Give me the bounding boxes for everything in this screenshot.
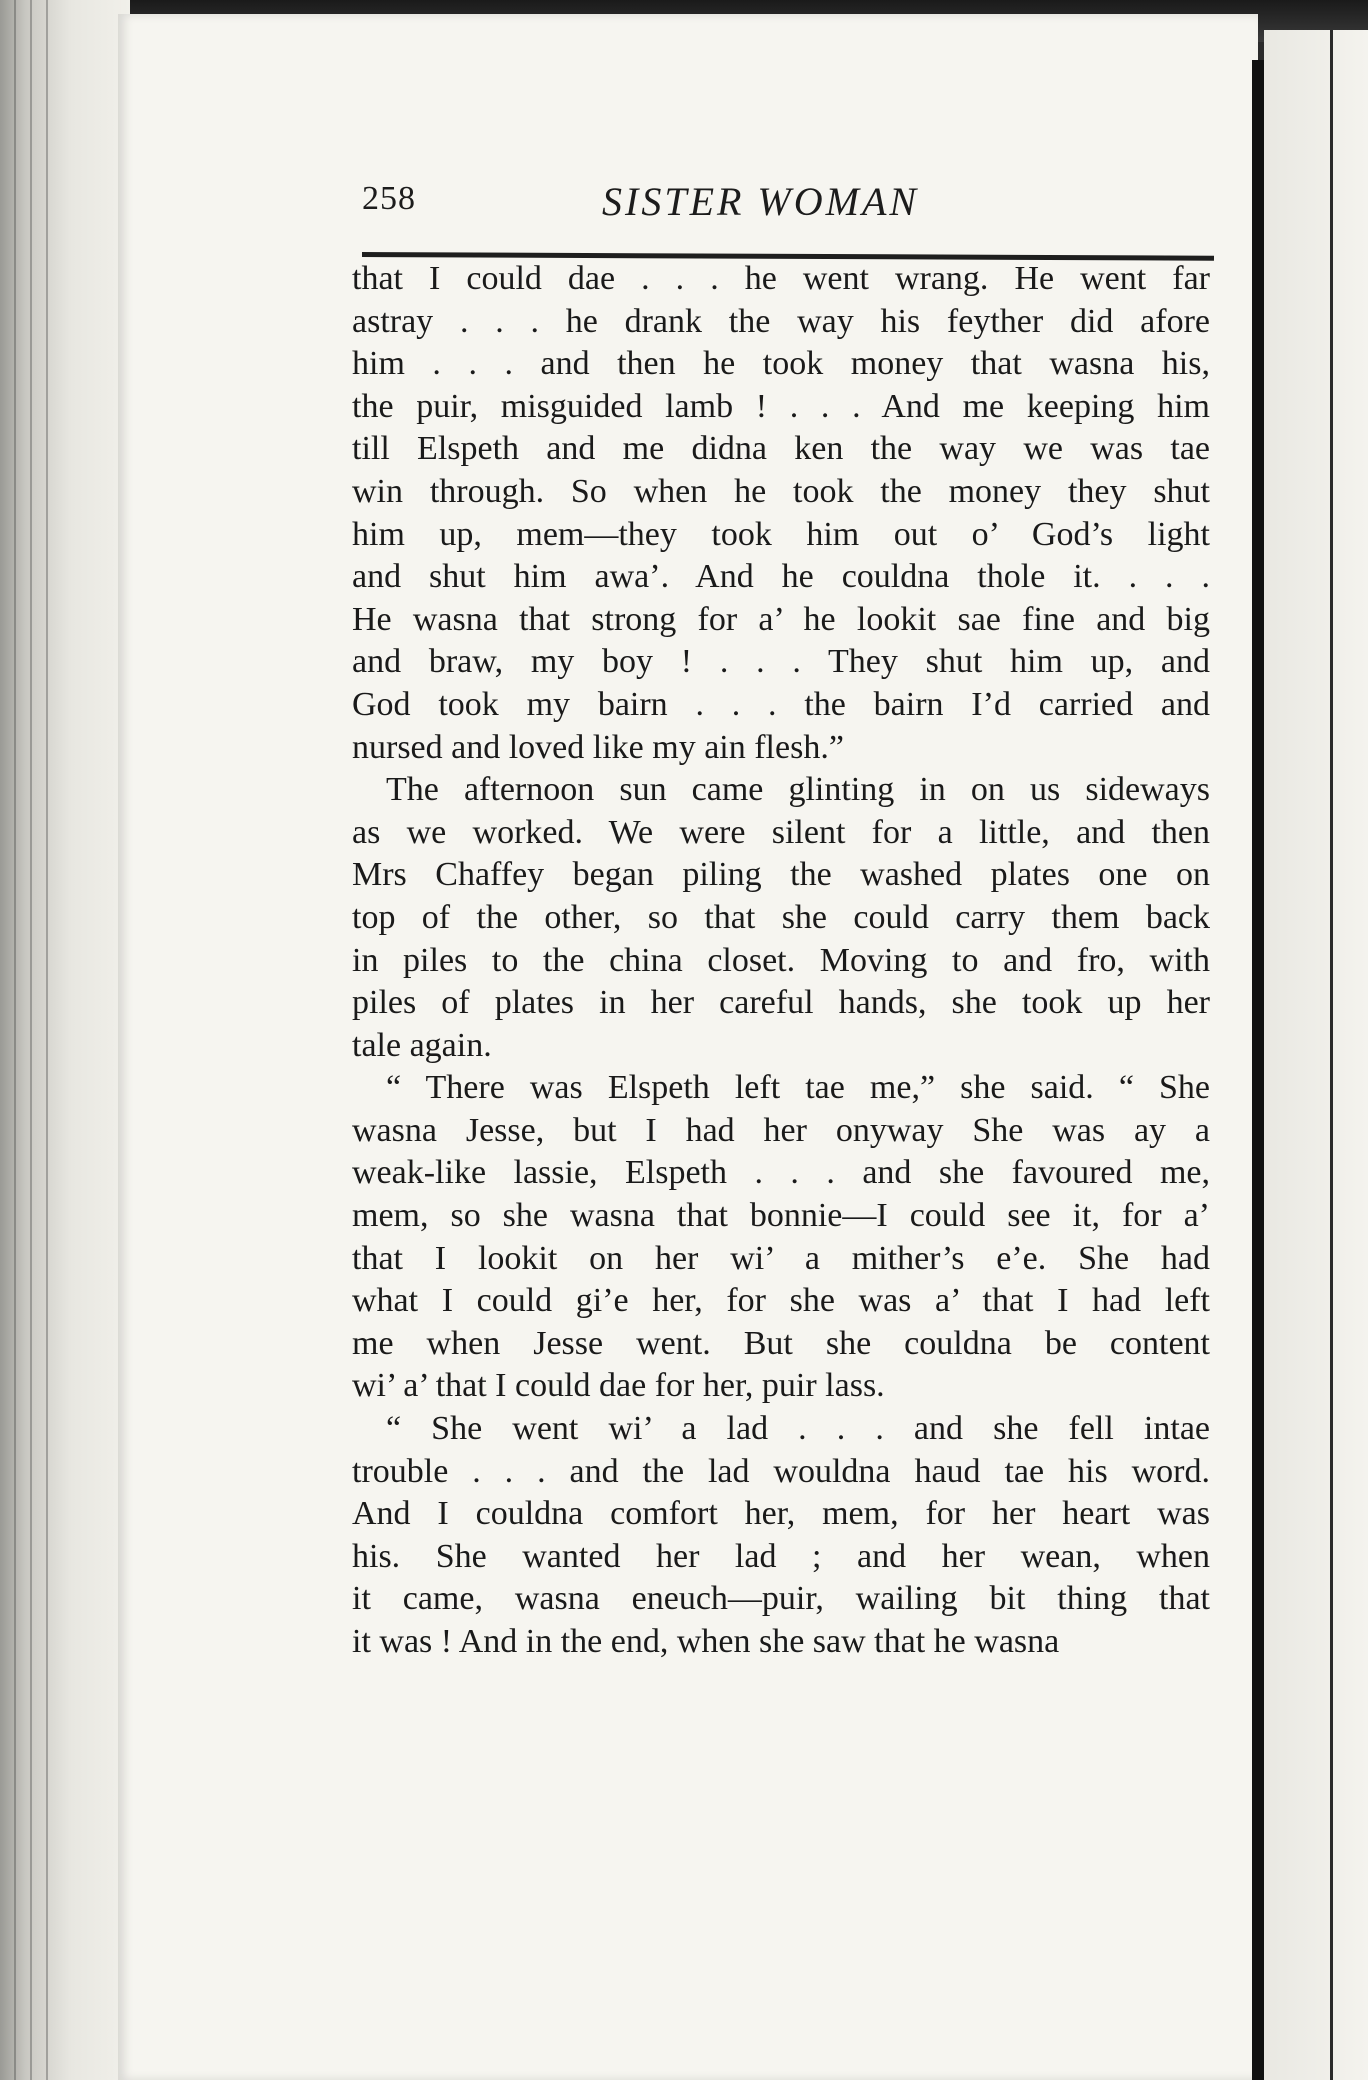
text-line: what I could gi’e her, for she was a’ that I had left xyxy=(352,1282,1210,1320)
running-title: SISTER WOMAN xyxy=(602,179,920,224)
paragraph xyxy=(352,769,1210,1067)
page-number: 258 xyxy=(362,180,416,217)
text-line: mem, so she wasna that bonnie—I could see it, for a’ xyxy=(352,1197,1210,1235)
text-line: till Elspeth and me didna ken the way we was tae xyxy=(352,430,1210,468)
text-line: win through. So when he took the money they shut xyxy=(352,472,1210,510)
book-gutter-shadow xyxy=(1252,60,1264,2080)
text-line: piles of plates in her careful hands, she took up her xyxy=(352,984,1210,1022)
page-header xyxy=(362,180,1212,240)
text-line: He wasna that strong for a’ he lookit sae fine and big xyxy=(352,600,1210,638)
text-line: wi’ a’ that I could dae for her, puir lass. xyxy=(352,1367,885,1405)
text-line: as we worked. We were silent for a little, and then xyxy=(352,813,1210,851)
text-line: The afternoon sun came glinting in on us sideways xyxy=(386,771,1210,809)
body-text xyxy=(352,258,1210,1664)
text-line: his. She wanted her lad ; and her wean, when xyxy=(352,1537,1210,1575)
text-line: in piles to the china closet. Moving to and fro, with xyxy=(352,941,1210,979)
book-page-stack-left xyxy=(0,0,130,2080)
paragraph xyxy=(352,258,1210,769)
text-line: me when Jesse went. But she couldna be content xyxy=(352,1324,1210,1362)
paragraph xyxy=(352,1067,1210,1408)
text-line: Mrs Chaffey began piling the washed plates one on xyxy=(352,856,1210,894)
text-line: and braw, my boy ! . . . They shut him up, and xyxy=(352,643,1210,681)
text-line: that I could dae . . . he went wrang. He went far xyxy=(352,260,1210,297)
text-line: him . . . and then he took money that wasna his, xyxy=(352,345,1210,383)
text-line: him up, mem—they took him out o’ God’s light xyxy=(352,515,1210,553)
text-line: God took my bairn . . . the bairn I’d carried and xyxy=(352,685,1210,723)
text-line: and shut him awa’. And he couldna thole it. . . . xyxy=(352,558,1210,596)
text-line: trouble . . . and the lad wouldna haud tae his word. xyxy=(352,1452,1210,1490)
facing-page-edge xyxy=(1264,30,1368,2080)
text-line: top of the other, so that she could carry them back xyxy=(352,898,1210,936)
text-line: it was ! And in the end, when she saw that he wasna xyxy=(352,1623,1060,1660)
text-line: the puir, misguided lamb ! . . . And me keeping him xyxy=(352,387,1210,425)
text-line: it came, wasna eneuch—puir, wailing bit thing that xyxy=(352,1580,1210,1618)
text-line: And I couldna comfort her, mem, for her heart was xyxy=(352,1495,1210,1533)
text-line: “ She went wi’ a lad . . . and she fell intae xyxy=(386,1410,1210,1448)
paragraph xyxy=(352,1408,1210,1664)
text-line: nursed and loved like my ain flesh.” xyxy=(352,728,844,766)
text-line: astray . . . he drank the way his feyther did afore xyxy=(352,302,1210,340)
text-line: “ There was Elspeth left tae me,” she said. “ She xyxy=(386,1069,1210,1107)
text-line: tale again. xyxy=(352,1026,492,1064)
text-line: weak-like lassie, Elspeth . . . and she favoured me, xyxy=(352,1154,1210,1192)
text-line: that I lookit on her wi’ a mither’s e’e. She had xyxy=(352,1239,1210,1277)
text-line: wasna Jesse, but I had her onyway She was ay a xyxy=(352,1111,1210,1149)
